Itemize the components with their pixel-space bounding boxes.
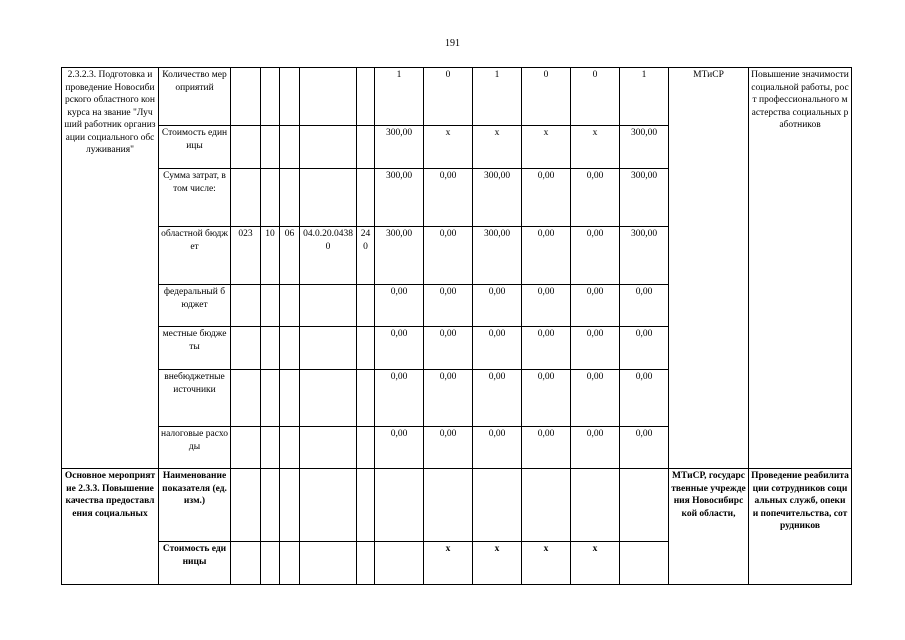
executor-cell: МТиСР (669, 68, 749, 469)
value-cell: 300,00 (375, 126, 424, 169)
value-cell: 0,00 (473, 327, 522, 370)
value-cell: 0,00 (375, 427, 424, 469)
table-row (62, 68, 852, 126)
pr-code: 06 (280, 227, 300, 285)
value-cell: x (424, 126, 473, 169)
value-cell: 0,00 (522, 370, 571, 427)
rz-code: 10 (261, 227, 280, 285)
value-cell: 0,00 (571, 169, 620, 227)
row-label: Количество мероприятий (159, 68, 231, 126)
value-cell: 0,00 (522, 285, 571, 327)
value-cell: 0,00 (571, 285, 620, 327)
value-cell: x (473, 542, 522, 585)
result-cell: Повышение значимости социальной работы, рост профессионального мастерства социальных работников (749, 68, 852, 469)
value-cell: 0,00 (620, 285, 669, 327)
vr-code: 240 (357, 227, 375, 285)
main-measure-name-cell: Основное мероприятие 2.3.3. Повышение качества предоставления социальных (62, 469, 159, 585)
value-cell: 0,00 (522, 427, 571, 469)
value-cell: 0,00 (571, 227, 620, 285)
row-label: Сумма затрат, в том числе: (159, 169, 231, 227)
value-cell: 0 (424, 68, 473, 126)
main-result-cell: Проведение реабилитации сотрудников социальных служб, опеки и попечительства, сотрудников (749, 469, 852, 585)
value-cell: 300,00 (375, 169, 424, 227)
value-cell: 0,00 (424, 227, 473, 285)
value-cell: 0,00 (424, 285, 473, 327)
value-cell: 0,00 (522, 227, 571, 285)
value-cell (522, 469, 571, 542)
value-cell: 0,00 (620, 427, 669, 469)
value-cell: x (522, 126, 571, 169)
grbs-code: 023 (231, 227, 261, 285)
value-cell: 0,00 (424, 370, 473, 427)
value-cell: 0 (571, 68, 620, 126)
value-cell (375, 542, 424, 585)
row-label: федеральный бюджет (159, 285, 231, 327)
measure-name-cell: 2.3.2.3. Подготовка и проведение Новосибирского областного конкурса на звание "Лучший работник организации социального обслуживания" (62, 68, 159, 469)
row-label: налоговые расходы (159, 427, 231, 469)
csr-code: 04.0.20.04380 (300, 227, 357, 285)
value-cell: 0,00 (375, 285, 424, 327)
value-cell: 0,00 (571, 327, 620, 370)
value-cell: 0,00 (522, 169, 571, 227)
value-cell: x (571, 126, 620, 169)
row-label: местные бюджеты (159, 327, 231, 370)
value-cell: 300,00 (473, 169, 522, 227)
value-cell: 0,00 (424, 169, 473, 227)
value-cell: 0,00 (473, 427, 522, 469)
row-label: областной бюджет (159, 227, 231, 285)
value-cell: 1 (620, 68, 669, 126)
value-cell: 300,00 (375, 227, 424, 285)
budget-table (61, 67, 852, 585)
row-label: внебюджетные источники (159, 370, 231, 427)
value-cell: 0,00 (424, 427, 473, 469)
value-cell: 0,00 (473, 370, 522, 427)
value-cell (375, 469, 424, 542)
value-cell: 300,00 (620, 227, 669, 285)
value-cell: 0,00 (375, 370, 424, 427)
value-cell: 300,00 (620, 126, 669, 169)
value-cell: 0,00 (571, 427, 620, 469)
value-cell (424, 469, 473, 542)
row-label: Стоимость единицы (159, 542, 231, 585)
value-cell (620, 469, 669, 542)
value-cell: 300,00 (620, 169, 669, 227)
value-cell: 0 (522, 68, 571, 126)
value-cell: 0,00 (522, 327, 571, 370)
row-label: Стоимость единицы (159, 126, 231, 169)
value-cell: 1 (375, 68, 424, 126)
value-cell: x (522, 542, 571, 585)
value-cell: x (424, 542, 473, 585)
value-cell: 0,00 (473, 285, 522, 327)
row-label: Наименование показателя (ед. изм.) (159, 469, 231, 542)
value-cell: 0,00 (620, 370, 669, 427)
value-cell: 1 (473, 68, 522, 126)
value-cell: 0,00 (424, 327, 473, 370)
value-cell: 0,00 (620, 327, 669, 370)
page-number: 191 (445, 38, 460, 49)
value-cell: x (571, 542, 620, 585)
value-cell: x (473, 126, 522, 169)
value-cell (571, 469, 620, 542)
value-cell (620, 542, 669, 585)
value-cell: 0,00 (375, 327, 424, 370)
value-cell (473, 469, 522, 542)
table-row (62, 469, 852, 542)
value-cell: 0,00 (571, 370, 620, 427)
value-cell: 300,00 (473, 227, 522, 285)
main-executor-cell: МТиСР, государственные учреждения Новосибирской области, (669, 469, 749, 585)
